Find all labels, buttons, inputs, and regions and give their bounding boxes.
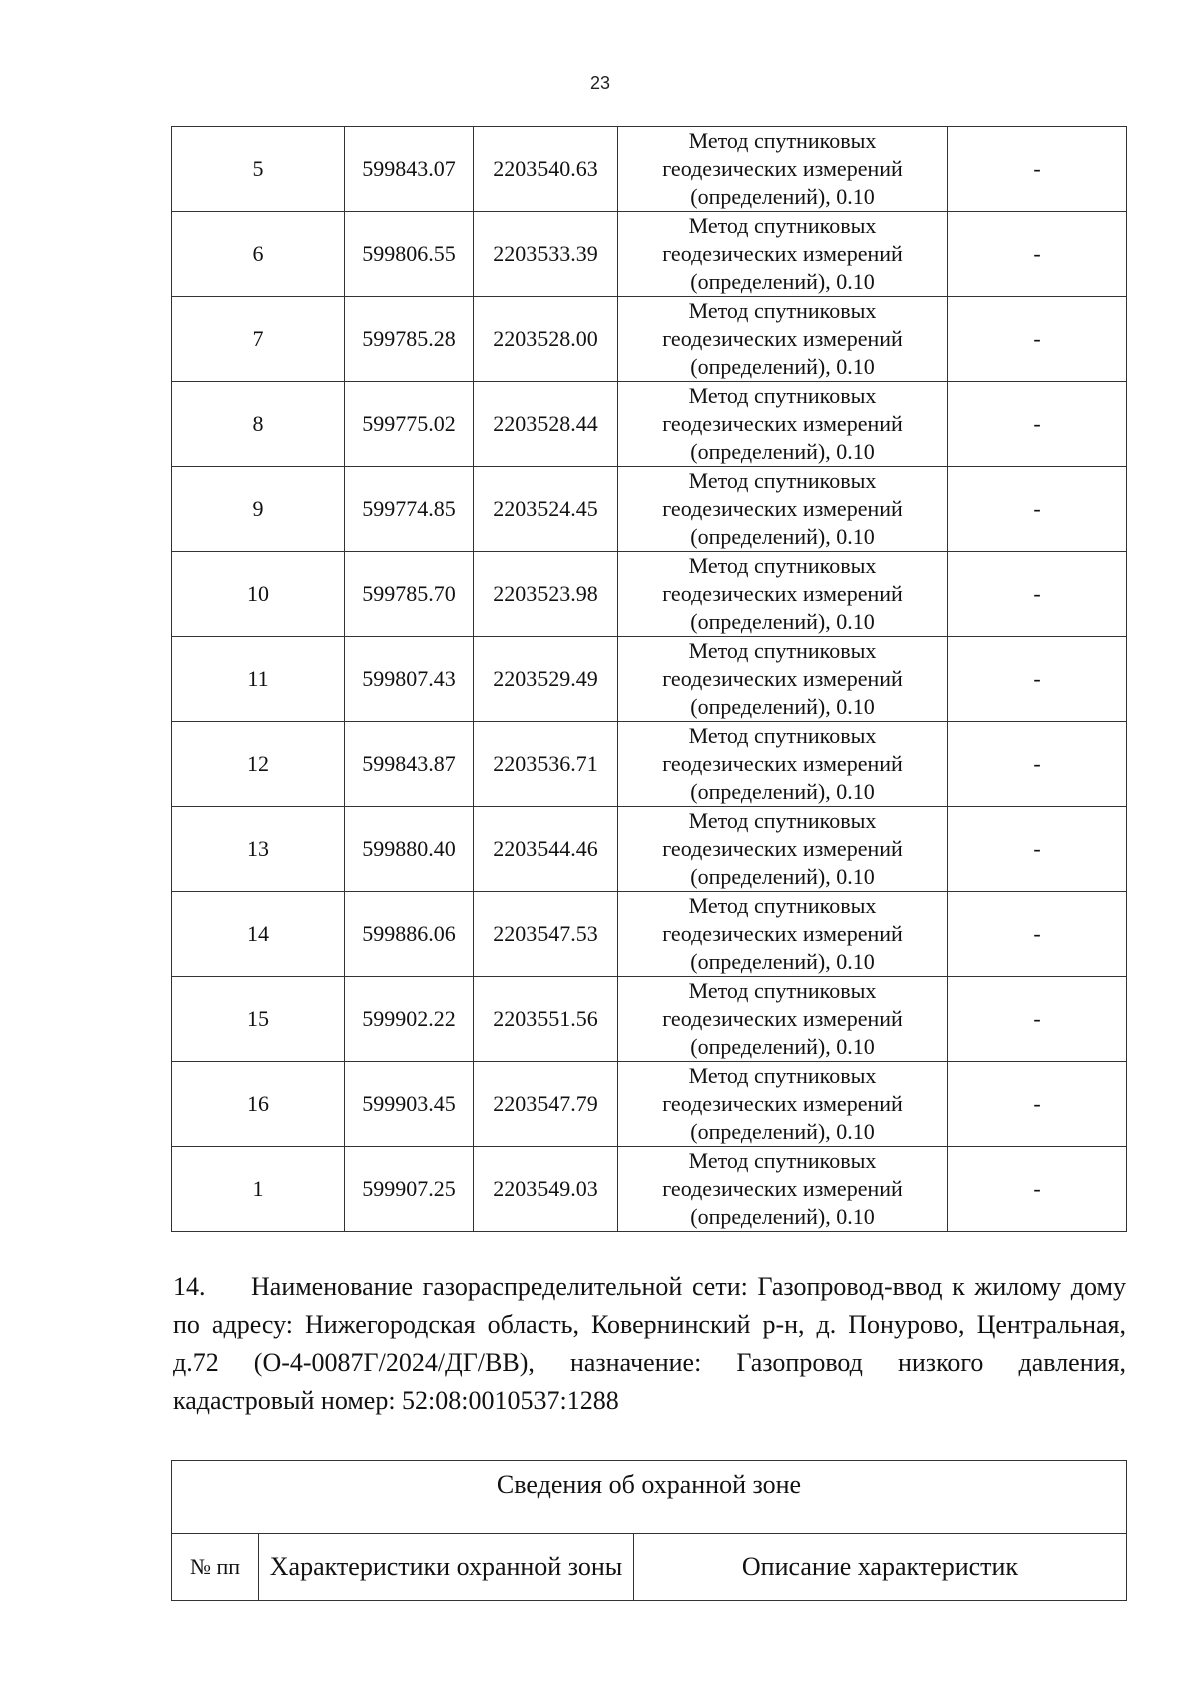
method-line: геодезических измерений [662, 1006, 903, 1031]
note-cell: - [948, 722, 1127, 807]
method-line: Метод спутниковых [688, 553, 877, 578]
note-cell: - [948, 1147, 1127, 1232]
method-line: геодезических измерений [662, 1176, 903, 1201]
method-line: геодезических измерений [662, 921, 903, 946]
x-coordinate-cell: 599903.45 [345, 1062, 474, 1147]
method-line: геодезических измерений [662, 156, 903, 181]
method-line: геодезических измерений [662, 411, 903, 436]
x-coordinate-cell: 599843.07 [345, 127, 474, 212]
table-row [172, 892, 1127, 977]
method-line: (определений), 0.10 [690, 439, 875, 464]
note-cell: - [948, 637, 1127, 722]
table-row [172, 807, 1127, 892]
y-coordinate-cell: 2203547.79 [474, 1062, 618, 1147]
method-line: Метод спутниковых [688, 213, 877, 238]
note-cell: - [948, 807, 1127, 892]
method-line: геодезических измерений [662, 666, 903, 691]
method-line: Метод спутниковых [688, 383, 877, 408]
coordinates-table [171, 126, 1127, 1232]
x-coordinate-cell: 599886.06 [345, 892, 474, 977]
method-line: геодезических измерений [662, 326, 903, 351]
x-coordinate-cell: 599774.85 [345, 467, 474, 552]
note-cell: - [948, 382, 1127, 467]
method-line: (определений), 0.10 [690, 864, 875, 889]
y-coordinate-cell: 2203523.98 [474, 552, 618, 637]
table-row [172, 467, 1127, 552]
x-coordinate-cell: 599807.43 [345, 637, 474, 722]
note-cell: - [948, 892, 1127, 977]
method-line: (определений), 0.10 [690, 184, 875, 209]
method-cell [618, 467, 948, 552]
method-line: (определений), 0.10 [690, 354, 875, 379]
point-number-cell: 6 [172, 212, 345, 297]
note-cell: - [948, 297, 1127, 382]
point-number-cell: 15 [172, 977, 345, 1062]
method-line: Метод спутниковых [688, 893, 877, 918]
header-description: Описание характеристик [634, 1534, 1127, 1601]
section-text: Наименование газораспределительной сети: Газопровод-ввод к жилому дому по адресу: Нижегородская область, Ковернинский р-н, д. Понурово, Центральная, д.72 (О-4-0087Г/2024/ДГ/ВВ), назначение: Газопровод низкого давления, кадастровый номер: 52:08:0010537:1288 [173, 1272, 1126, 1415]
table-row [172, 722, 1127, 807]
method-line: Метод спутниковых [688, 298, 877, 323]
table-row [172, 382, 1127, 467]
method-line: Метод спутниковых [688, 808, 877, 833]
y-coordinate-cell: 2203551.56 [474, 977, 618, 1062]
method-cell [618, 552, 948, 637]
method-cell [618, 637, 948, 722]
method-cell [618, 977, 948, 1062]
method-line: (определений), 0.10 [690, 1204, 875, 1229]
x-coordinate-cell: 599880.40 [345, 807, 474, 892]
method-cell [618, 1147, 948, 1232]
y-coordinate-cell: 2203540.63 [474, 127, 618, 212]
point-number-cell: 11 [172, 637, 345, 722]
method-line: (определений), 0.10 [690, 269, 875, 294]
table-row [172, 212, 1127, 297]
x-coordinate-cell: 599775.02 [345, 382, 474, 467]
y-coordinate-cell: 2203549.03 [474, 1147, 618, 1232]
method-cell [618, 807, 948, 892]
method-cell [618, 382, 948, 467]
method-line: Метод спутниковых [688, 978, 877, 1003]
method-cell [618, 212, 948, 297]
method-line: (определений), 0.10 [690, 1119, 875, 1144]
method-cell [618, 1062, 948, 1147]
method-cell [618, 892, 948, 977]
x-coordinate-cell: 599806.55 [345, 212, 474, 297]
table-row [172, 637, 1127, 722]
y-coordinate-cell: 2203528.00 [474, 297, 618, 382]
table-row [172, 127, 1127, 212]
page-number: 23 [589, 73, 611, 93]
y-coordinate-cell: 2203533.39 [474, 212, 618, 297]
method-line: (определений), 0.10 [690, 609, 875, 634]
table-row [172, 1147, 1127, 1232]
table-row [172, 297, 1127, 382]
method-line: геодезических измерений [662, 1091, 903, 1116]
x-coordinate-cell: 599785.70 [345, 552, 474, 637]
method-line: геодезических измерений [662, 581, 903, 606]
header-num: № пп [172, 1534, 259, 1601]
note-cell: - [948, 1062, 1127, 1147]
protection-zone-table [171, 1460, 1127, 1601]
point-number-cell: 7 [172, 297, 345, 382]
point-number-cell: 10 [172, 552, 345, 637]
method-line: геодезических измерений [662, 751, 903, 776]
zone-title-row [172, 1461, 1127, 1534]
method-line: геодезических измерений [662, 836, 903, 861]
method-line: (определений), 0.10 [690, 779, 875, 804]
note-cell: - [948, 552, 1127, 637]
method-line: Метод спутниковых [688, 638, 877, 663]
y-coordinate-cell: 2203529.49 [474, 637, 618, 722]
x-coordinate-cell: 599902.22 [345, 977, 474, 1062]
header-characteristics: Характеристики охранной зоны [259, 1534, 634, 1601]
point-number-cell: 14 [172, 892, 345, 977]
method-line: (определений), 0.10 [690, 1034, 875, 1059]
method-line: Метод спутниковых [688, 1148, 877, 1173]
note-cell: - [948, 212, 1127, 297]
note-cell: - [948, 977, 1127, 1062]
zone-header-row [172, 1534, 1127, 1601]
x-coordinate-cell: 599907.25 [345, 1147, 474, 1232]
section-number: 14. [173, 1272, 206, 1301]
note-cell: - [948, 467, 1127, 552]
method-cell [618, 127, 948, 212]
note-cell: - [948, 127, 1127, 212]
point-number-cell: 1 [172, 1147, 345, 1232]
coordinates-table-body [172, 127, 1127, 1232]
method-cell [618, 297, 948, 382]
method-cell [618, 722, 948, 807]
x-coordinate-cell: 599843.87 [345, 722, 474, 807]
y-coordinate-cell: 2203536.71 [474, 722, 618, 807]
point-number-cell: 9 [172, 467, 345, 552]
method-line: (определений), 0.10 [690, 694, 875, 719]
method-line: (определений), 0.10 [690, 949, 875, 974]
method-line: (определений), 0.10 [690, 524, 875, 549]
method-line: геодезических измерений [662, 496, 903, 521]
point-number-cell: 8 [172, 382, 345, 467]
method-line: Метод спутниковых [688, 1063, 877, 1088]
method-line: Метод спутниковых [688, 468, 877, 493]
point-number-cell: 5 [172, 127, 345, 212]
table-row [172, 1062, 1127, 1147]
method-line: Метод спутниковых [688, 128, 877, 153]
method-line: Метод спутниковых [688, 723, 877, 748]
x-coordinate-cell: 599785.28 [345, 297, 474, 382]
y-coordinate-cell: 2203544.46 [474, 807, 618, 892]
y-coordinate-cell: 2203524.45 [474, 467, 618, 552]
table-row [172, 977, 1127, 1062]
section-14 [173, 1268, 1126, 1420]
method-line: геодезических измерений [662, 241, 903, 266]
y-coordinate-cell: 2203528.44 [474, 382, 618, 467]
point-number-cell: 12 [172, 722, 345, 807]
point-number-cell: 13 [172, 807, 345, 892]
y-coordinate-cell: 2203547.53 [474, 892, 618, 977]
table-row [172, 552, 1127, 637]
point-number-cell: 16 [172, 1062, 345, 1147]
zone-table-title: Сведения об охранной зоне [172, 1461, 1127, 1534]
